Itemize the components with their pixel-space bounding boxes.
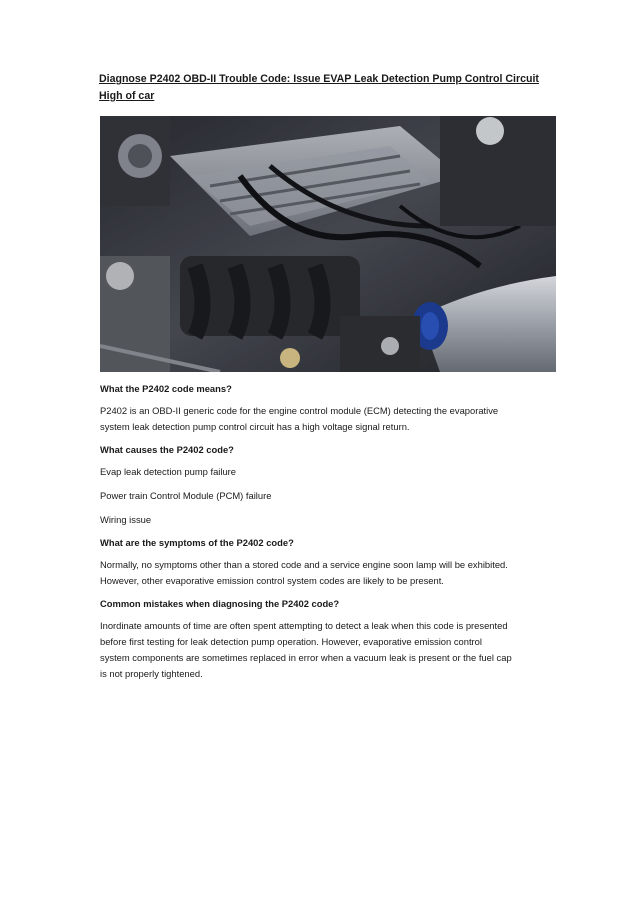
text-line: However, other evaporative emission control system codes are likely to be present. bbox=[100, 575, 444, 586]
paragraph bbox=[100, 403, 552, 435]
section-heading: Common mistakes when diagnosing the P2402 code? bbox=[100, 598, 340, 609]
paragraph bbox=[100, 488, 552, 504]
paragraph bbox=[100, 512, 552, 528]
text-line: Wiring issue bbox=[100, 514, 152, 525]
paragraph bbox=[100, 557, 552, 589]
text-line: Evap leak detection pump failure bbox=[100, 466, 237, 477]
text-line: P2402 is an OBD-II generic code for the engine control module (ECM) detecting the evaporative bbox=[100, 405, 499, 416]
section-heading: What the P2402 code means? bbox=[100, 383, 232, 394]
document-body bbox=[100, 382, 552, 690]
text-line: Power train Control Module (PCM) failure bbox=[100, 490, 272, 501]
text-line: system components are sometimes replaced in error when a vacuum leak is present or the fuel cap bbox=[100, 652, 512, 663]
text-line: Normally, no symptoms other than a stored code and a service engine soon lamp will be exhibited. bbox=[100, 559, 508, 570]
text-line: is not properly tightened. bbox=[100, 668, 203, 679]
paragraph bbox=[100, 618, 552, 682]
section-mistakes bbox=[100, 597, 552, 682]
title-line: Diagnose P2402 OBD-II Trouble Code: Issue EVAP Leak Detection Pump Control Circuit bbox=[99, 73, 539, 85]
section-causes bbox=[100, 443, 552, 528]
section-meaning bbox=[100, 382, 552, 435]
text-line: system leak detection pump control circuit has a high voltage signal return. bbox=[100, 421, 410, 432]
text-line: Inordinate amounts of time are often spent attempting to detect a leak when this code is presented bbox=[100, 620, 508, 631]
section-heading: What causes the P2402 code? bbox=[100, 444, 234, 455]
title-line: High of car bbox=[99, 90, 155, 102]
paragraph bbox=[100, 464, 552, 480]
text-line: before first testing for leak detection pump operation. However, evaporative emission control bbox=[100, 636, 482, 647]
document-title bbox=[99, 71, 549, 105]
section-heading: What are the symptoms of the P2402 code? bbox=[100, 537, 294, 548]
section-symptoms bbox=[100, 536, 552, 589]
engine-bay-photo bbox=[100, 116, 556, 372]
